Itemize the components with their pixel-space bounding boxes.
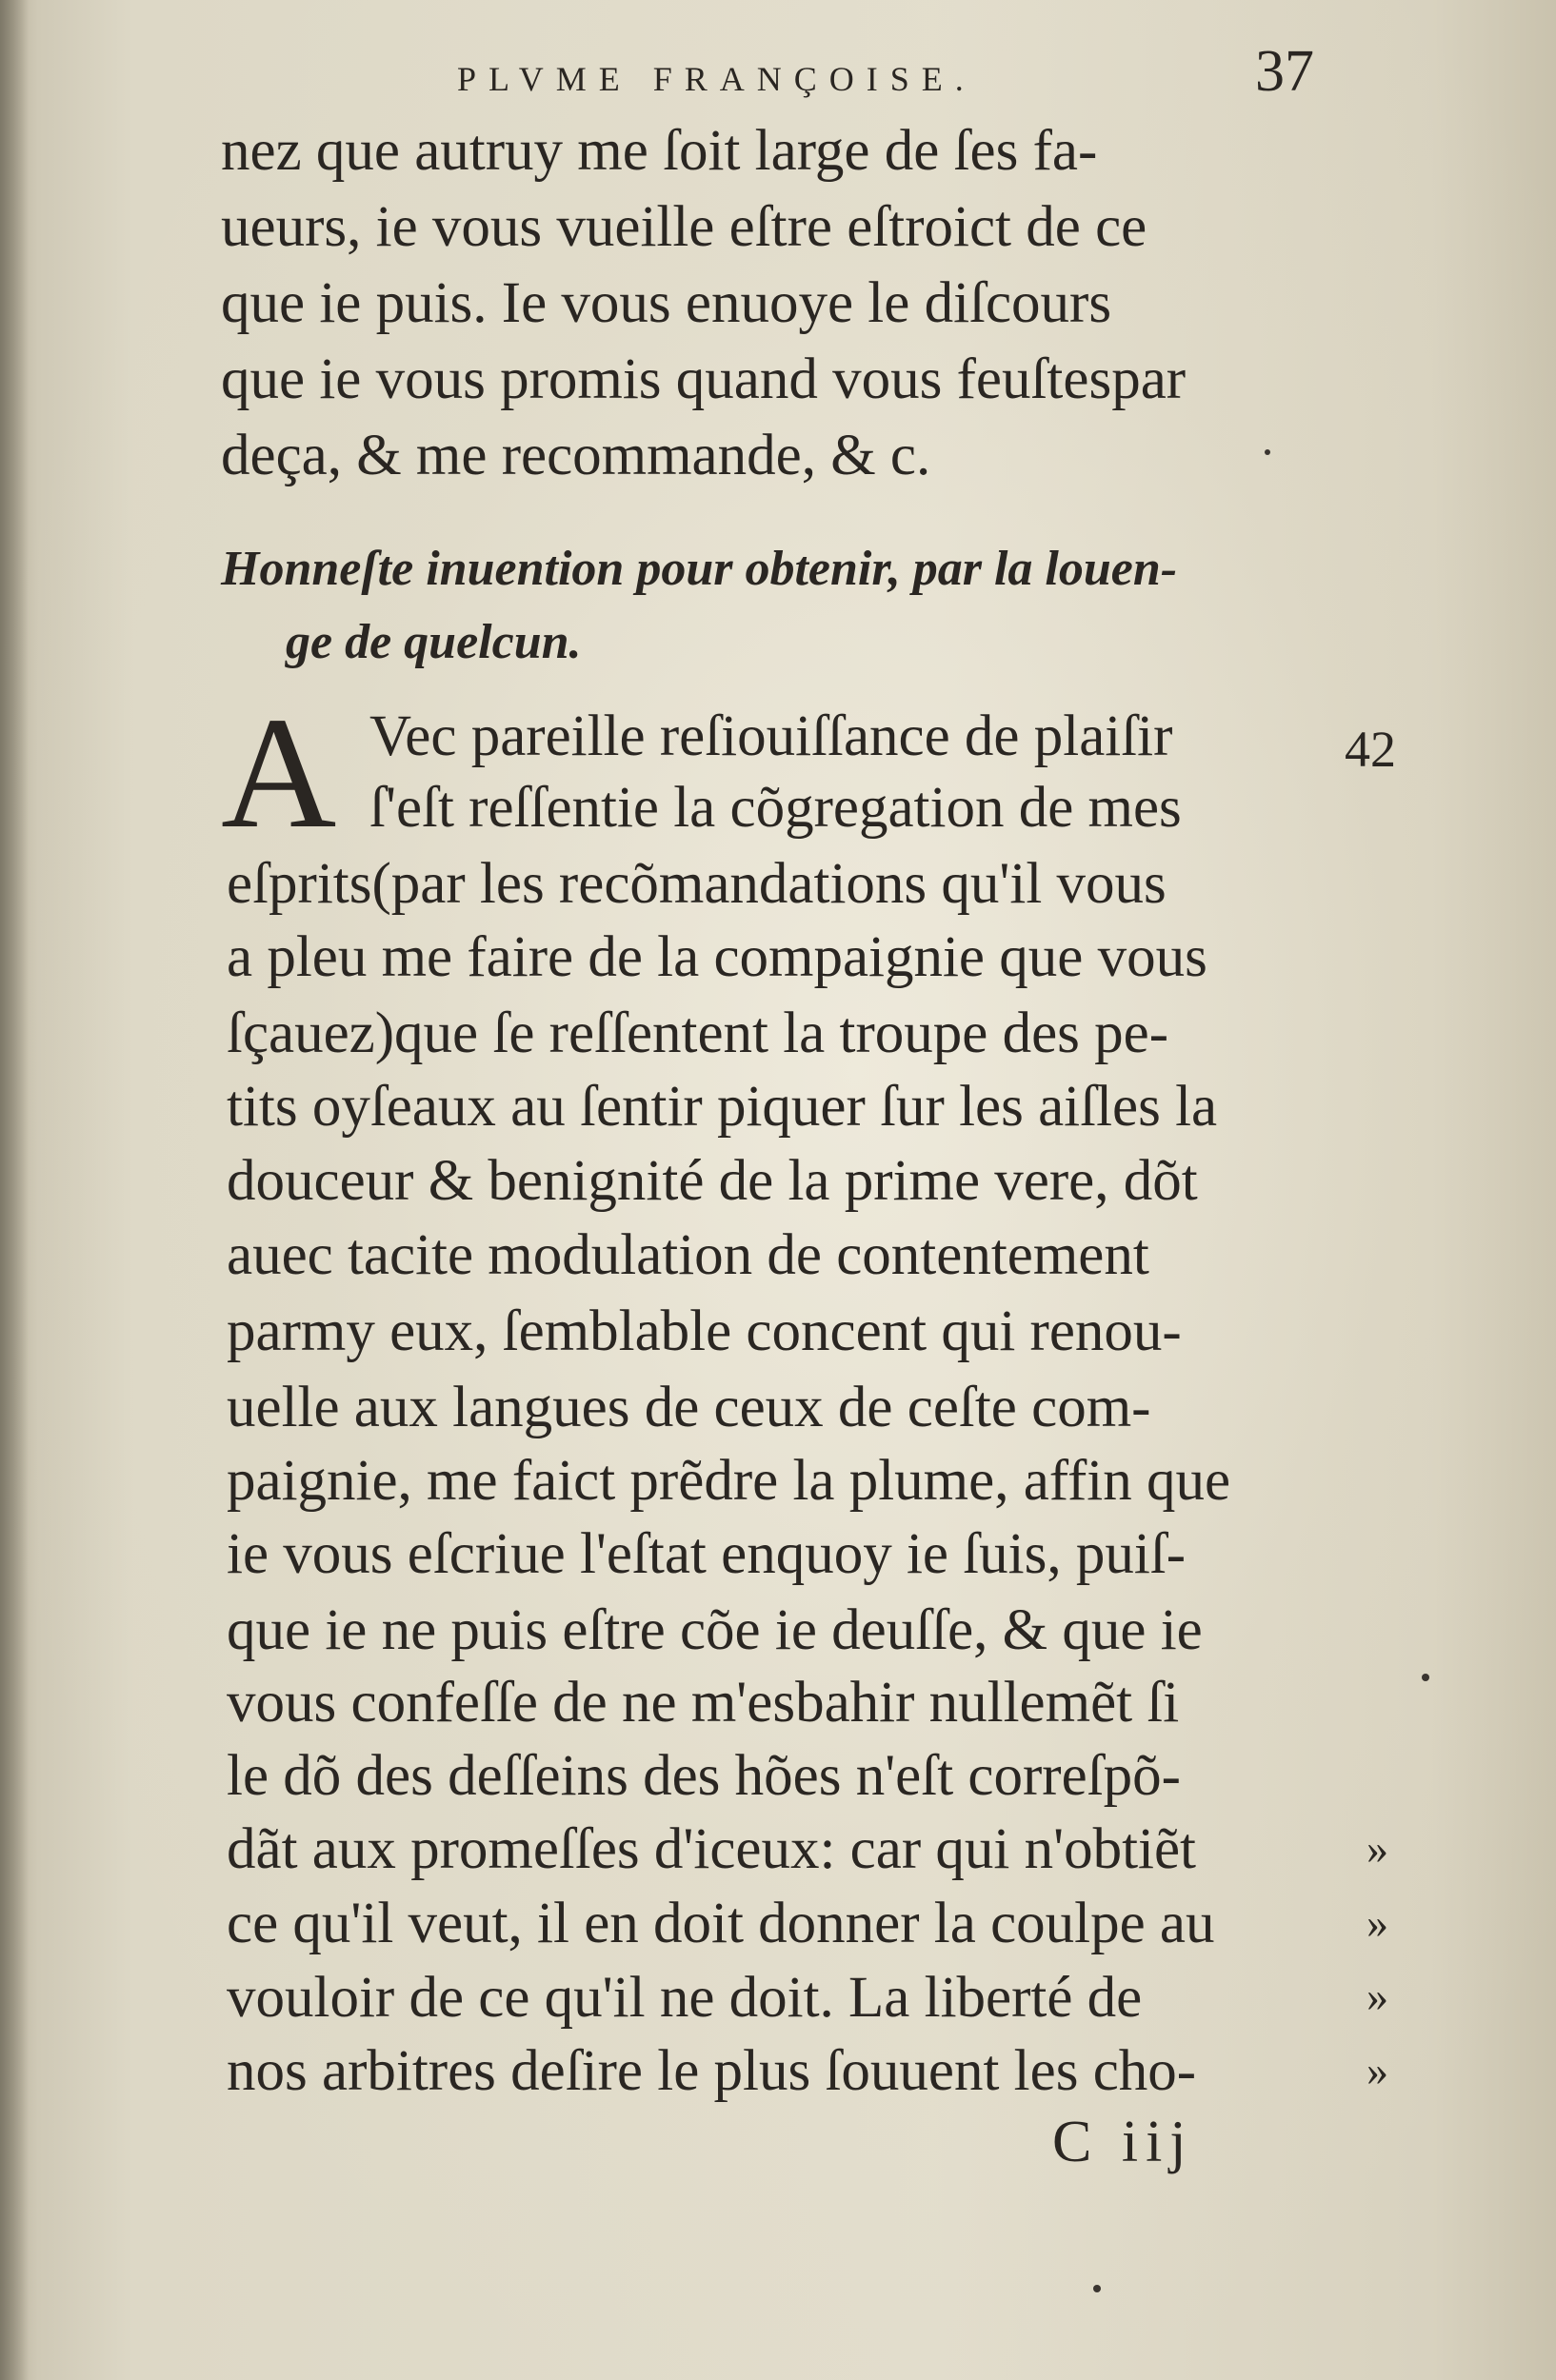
text-line: le dõ des deſſeins des hões n'eſt correſpõ- <box>227 1744 1181 1808</box>
text-line: que ie puis. Ie vous enuoye le diſcours <box>221 271 1112 335</box>
section-heading-line: ge de quelcun. <box>286 615 582 669</box>
text-line: nos arbitres deſire le plus ſouuent les cho- <box>227 2039 1197 2103</box>
text-line: ce qu'il veut, il en doit donner la coulpe au <box>227 1892 1215 1955</box>
marginal-number: 42 <box>1345 721 1396 778</box>
text-line: que ie ne puis eſtre cõe ie deuſſe, & que ie <box>227 1598 1203 1662</box>
text-line: dãt aux promeſſes d'iceux: car qui n'obtiẽt <box>227 1817 1196 1881</box>
text-line: ſçauez)que ſe reſſentent la troupe des pe- <box>227 1002 1169 1065</box>
marginal-quote-mark: » <box>1366 1898 1386 1947</box>
drop-cap-initial: A <box>221 684 337 862</box>
text-line: ueurs, ie vous vueille eſtre eſtroict de ce <box>221 195 1147 259</box>
marginal-quote-mark: » <box>1366 1972 1386 2020</box>
text-line: nez que autruy me ſoit large de ſes fa- <box>221 119 1098 183</box>
text-line: eſprits(par les recõmandations qu'il vous <box>227 852 1167 916</box>
marginal-quote-mark: » <box>1366 2046 1386 2094</box>
marginal-quote-mark: » <box>1366 1824 1386 1873</box>
paper-speck <box>1422 1674 1429 1681</box>
text-line: ſ'eſt reſſentie la cõgregation de mes <box>369 776 1182 840</box>
running-head: PLVME FRANÇOISE. <box>457 60 976 98</box>
text-line: tits oyſeaux au ſentir piquer ſur les aiſles la <box>227 1075 1218 1139</box>
text-line: douceur & benignité de la prime vere, dõt <box>227 1149 1198 1213</box>
page-number: 37 <box>1255 39 1314 104</box>
text-line: parmy eux, ſemblable concent qui renou- <box>227 1299 1182 1363</box>
signature-mark: C iij <box>1052 2110 1194 2174</box>
section-heading-line: Honneſte inuention pour obtenir, par la louen- <box>221 542 1178 596</box>
text-line: paignie, me faict prẽdre la plume, affin que <box>227 1449 1231 1513</box>
text-line: deça, & me recommande, & c. <box>221 424 931 487</box>
text-line: ie vous eſcriue l'eſtat enquoy ie ſuis, puiſ- <box>227 1522 1187 1586</box>
text-line: auec tacite modulation de contentement <box>227 1223 1149 1287</box>
spine-shadow <box>0 0 29 2380</box>
text-line: Vec pareille reſiouiſſance de plaiſir <box>369 704 1173 768</box>
text-line: vous confeſſe de ne m'esbahir nullemẽt ſi <box>227 1671 1180 1735</box>
paper-speck <box>1093 2285 1101 2292</box>
text-line: que ie vous promis quand vous feuſtespar <box>221 347 1187 411</box>
text-line: a pleu me faire de la compaignie que vous <box>227 925 1207 989</box>
text-line: uelle aux langues de ceux de ceſte com- <box>227 1376 1151 1439</box>
paper-speck <box>1265 449 1270 455</box>
text-line: vouloir de ce qu'il ne doit. La liberté de <box>227 1966 1143 2030</box>
